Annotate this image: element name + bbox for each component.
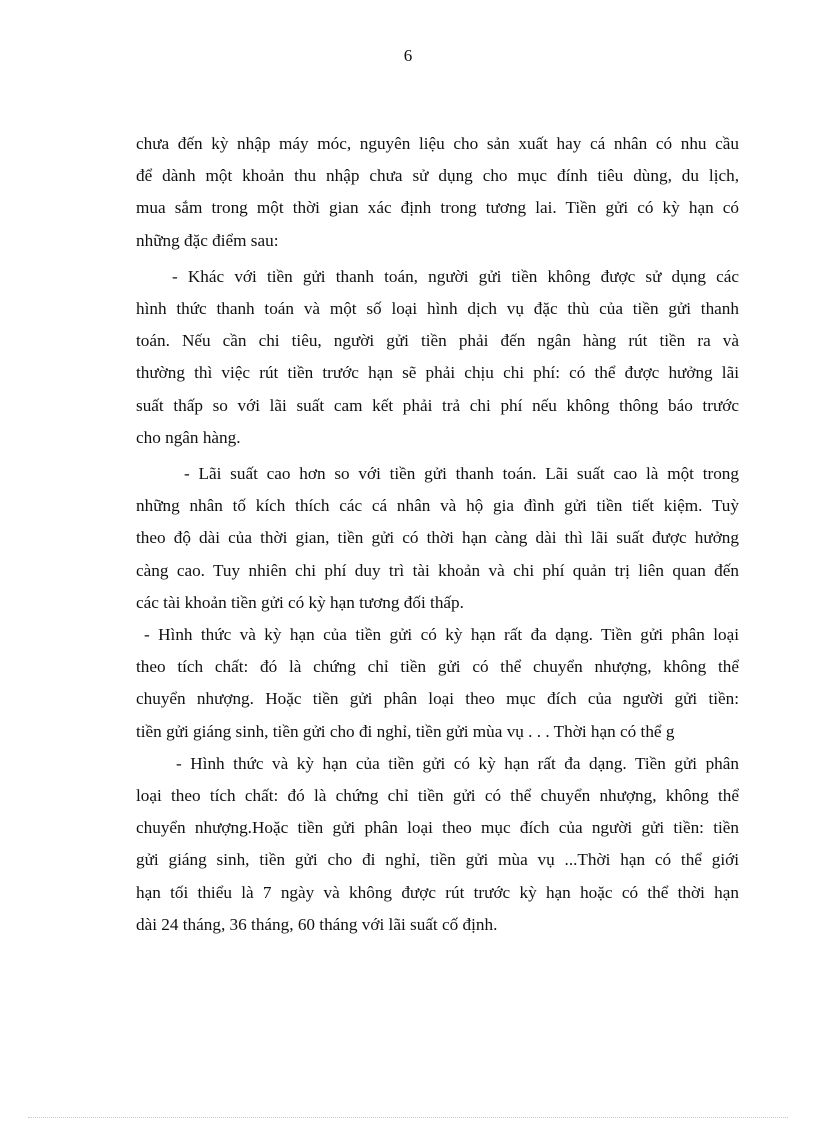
text-line: hình thức thanh toán và một số loại hình dịch vụ đặc thù của tiền gửi thanh — [136, 299, 739, 319]
text-line: suất thấp so với lãi suất cam kết phải trả chi phí nếu không thông báo trước — [136, 395, 739, 415]
paragraph-3 — [136, 458, 739, 619]
text-line: toán. Nếu cần chi tiêu, người gửi tiền phải đến ngân hàng rút tiền ra và — [136, 331, 739, 351]
text-line: tiền gửi giáng sinh, tiền gửi cho đi nghỉ, tiền gửi mùa vụ . . . Thời hạn có thể g — [136, 721, 675, 741]
text-line: gửi giáng sinh, tiền gửi cho đi nghỉ, tiền gửi mùa vụ ...Thời hạn có thể giới — [136, 850, 739, 870]
text-line: chuyển nhượng. Hoặc tiền gửi phân loại theo mục đích của người gửi tiền: — [136, 689, 739, 709]
text-line: dài 24 tháng, 36 tháng, 60 tháng với lãi suất cố định. — [136, 914, 498, 934]
page-bottom-divider — [28, 1117, 788, 1118]
document-body — [136, 128, 739, 941]
page-number: 6 — [403, 46, 413, 65]
text-line: hạn tối thiểu là 7 ngày và không được rút trước kỳ hạn hoặc có thể thời hạn — [136, 882, 739, 902]
text-line: chưa đến kỳ nhập máy móc, nguyên liệu cho sản xuất hay cá nhân có nhu cầu — [136, 134, 739, 153]
text-line: mua sắm trong một thời gian xác định trong tương lai. Tiền gửi có kỳ hạn có — [136, 198, 739, 218]
text-line: càng cao. Tuy nhiên chi phí duy trì tài khoản và chi phí quản trị liên quan đến — [136, 560, 739, 580]
text-line: để dành một khoản thu nhập chưa sử dụng cho mục đính tiêu dùng, du lịch, — [136, 166, 739, 186]
text-line: các tài khoản tiền gửi có kỳ hạn tương đối thấp. — [136, 592, 464, 612]
text-line: - Lãi suất cao hơn so với tiền gửi thanh toán. Lãi suất cao là một trong — [184, 464, 739, 484]
text-line: theo tích chất: đó là chứng chỉ tiền gửi có thể chuyển nhượng, không thể — [136, 657, 739, 677]
text-line: thường thì việc rút tiền trước hạn sẽ phải chịu chi phí: có thể được hưởng lãi — [136, 363, 739, 383]
text-line: những đặc điểm sau: — [136, 230, 279, 250]
text-line: những nhân tố kích thích các cá nhân và hộ gia đình gửi tiền tiết kiệm. Tuỳ — [136, 496, 739, 516]
paragraph-1 — [136, 128, 739, 257]
paragraph-4 — [136, 619, 739, 748]
text-line: chuyển nhượng.Hoặc tiền gửi phân loại theo mục đích của người gửi tiền: tiền — [136, 818, 739, 838]
paragraph-2 — [136, 261, 739, 454]
text-line: cho ngân hàng. — [136, 427, 241, 447]
text-line: - Hình thức và kỳ hạn của tiền gửi có kỳ hạn rất đa dạng. Tiền gửi phân loại — [144, 625, 739, 645]
text-line: theo độ dài của thời gian, tiền gửi có thời hạn càng dài thì lãi suất được hưởng — [136, 528, 739, 548]
text-line: loại theo tích chất: đó là chứng chỉ tiền gửi có thể chuyển nhượng, không thể — [136, 786, 739, 806]
text-line: - Hình thức và kỳ hạn của tiền gửi có kỳ hạn rất đa dạng. Tiền gửi phân — [176, 753, 739, 773]
paragraph-5 — [136, 748, 739, 941]
text-line: - Khác với tiền gửi thanh toán, người gửi tiền không được sử dụng các — [172, 266, 739, 286]
